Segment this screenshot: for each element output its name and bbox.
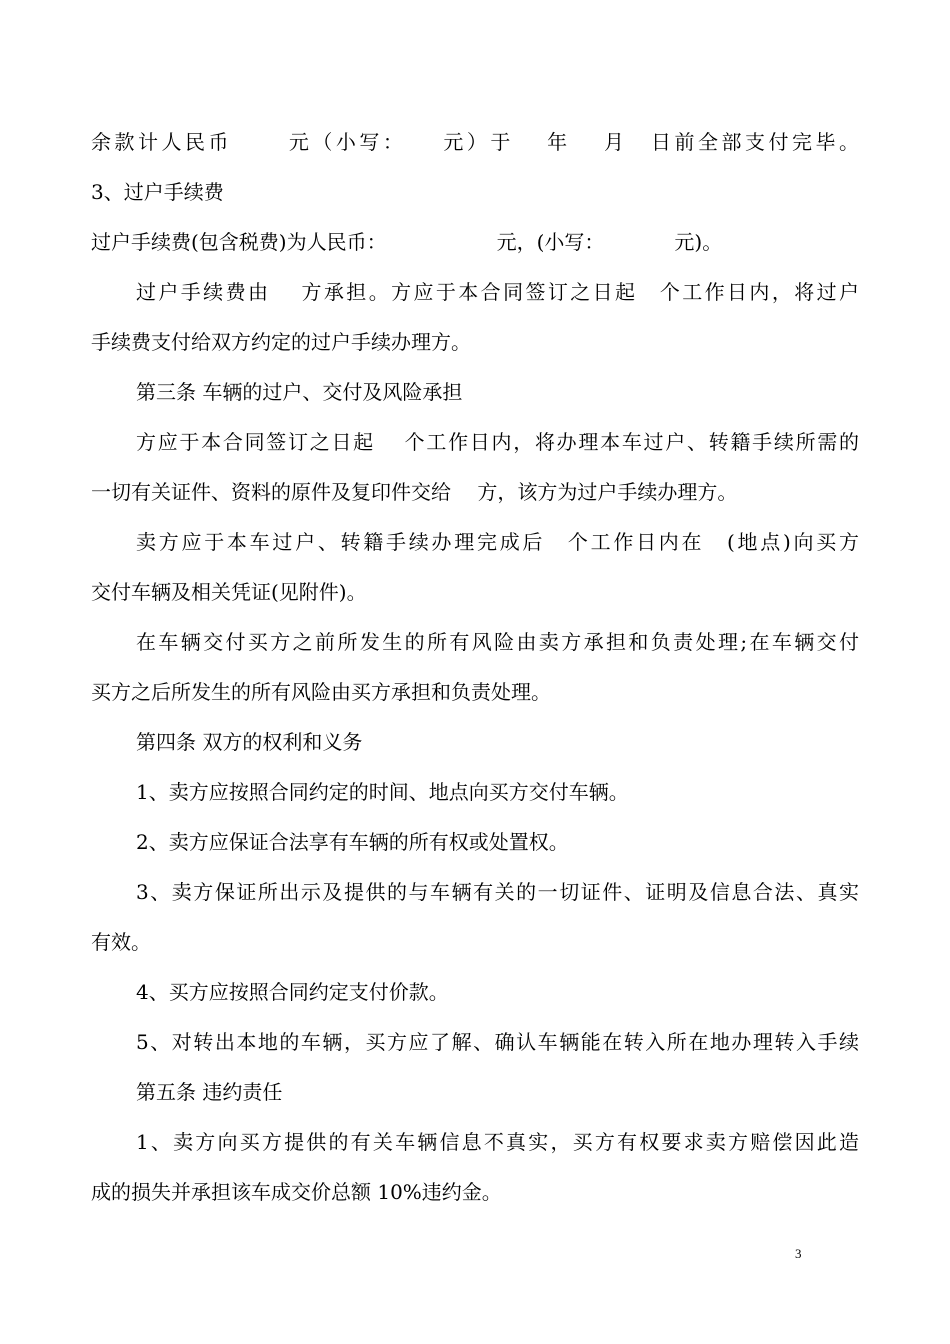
page-number: 3 [795, 1246, 802, 1261]
article-heading: 第三条 车辆的过户、交付及风险承担 [136, 380, 463, 404]
list-item: 3、卖方保证所出示及提供的与车辆有关的一切证件、证明及信息合法、真实 [136, 880, 859, 904]
text-line: 过户手续费(包含税费)为人民币： 元，(小写： 元)。 [91, 230, 723, 254]
list-item: 2、卖方应保证合法享有车辆的所有权或处置权。 [136, 830, 569, 854]
text-line: 卖方应于本车过户、转籍手续办理完成后 个工作日内在 (地点)向买方 [136, 530, 859, 554]
text-line: 交付车辆及相关凭证(见附件)。 [91, 580, 367, 604]
list-item: 1、卖方应按照合同约定的时间、地点向买方交付车辆。 [136, 780, 629, 804]
list-item: 1、卖方向买方提供的有关车辆信息不真实，买方有权要求卖方赔偿因此造 [136, 1130, 859, 1154]
article-heading: 第四条 双方的权利和义务 [136, 730, 363, 754]
text-line: 成的损失并承担该车成交价总额 10%违约金。 [91, 1180, 502, 1204]
text-line: 一切有关证件、资料的原件及复印件交给 方，该方为过户手续办理方。 [91, 480, 738, 504]
list-item: 5、对转出本地的车辆，买方应了解、确认车辆能在转入所在地办理转入手续 [136, 1030, 859, 1054]
text-line: 在车辆交付买方之前所发生的所有风险由卖方承担和负责处理;在车辆交付 [136, 630, 859, 654]
text-line: 有效。 [91, 930, 151, 954]
section-heading: 3、过户手续费 [91, 180, 224, 204]
text-line: 方应于本合同签订之日起 个工作日内，将办理本车过户、转籍手续所需的 [136, 430, 859, 454]
text-line: 买方之后所发生的所有风险由买方承担和负责处理。 [91, 680, 551, 704]
text-line: 过户手续费由 方承担。方应于本合同签订之日起 个工作日内，将过户 [136, 280, 859, 304]
list-item: 4、买方应按照合同约定支付价款。 [136, 980, 449, 1004]
article-heading: 第五条 违约责任 [136, 1080, 283, 1104]
text-line: 余款计人民币 元（小写： 元）于 年 月 日前全部支付完毕。 [91, 130, 859, 154]
text-line: 手续费支付给双方约定的过户手续办理方。 [91, 330, 471, 354]
